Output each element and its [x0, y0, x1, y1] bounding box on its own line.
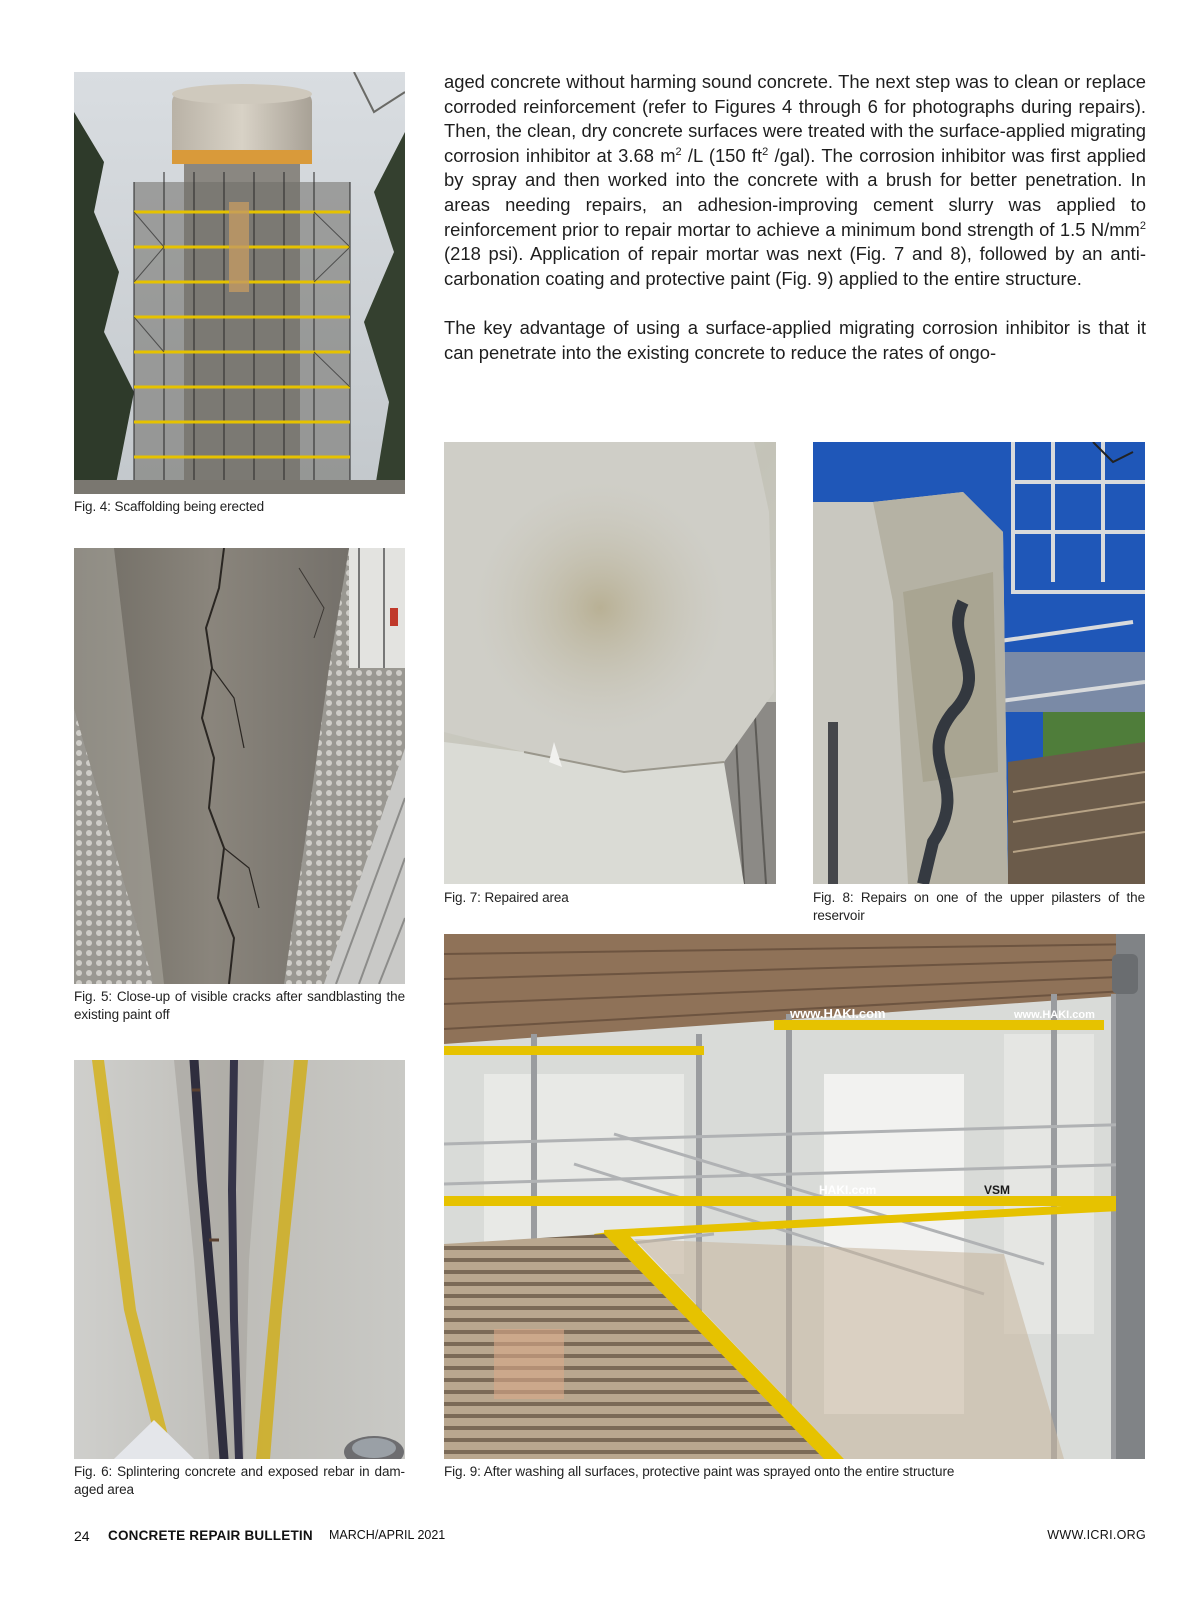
fig8-caption: Fig. 8: Repairs on one of the upper pilasters of the reservoir	[813, 890, 1145, 923]
fig6-caption: Fig. 6: Splintering concrete and exposed rebar in damaged area	[74, 1464, 405, 1497]
fig7-caption: Fig. 7: Repaired area	[444, 890, 569, 905]
website-url: WWW.ICRI.ORG	[1047, 1528, 1146, 1542]
page-number: 24	[74, 1528, 90, 1544]
fig5-caption: Fig. 5: Close-up of visible cracks after sandblasting the existing paint off	[74, 989, 405, 1022]
fig9-caption: Fig. 9: After washing all surfaces, protective paint was sprayed onto the entire structure	[444, 1464, 955, 1479]
fig7-photo	[444, 442, 776, 884]
fig4-caption: Fig. 4: Scaffolding being erected	[74, 499, 265, 514]
fig8-photo	[813, 442, 1145, 884]
vsm-banner: VSM	[984, 1183, 1011, 1197]
issue-date: MARCH/APRIL 2021	[329, 1528, 446, 1542]
paragraph-2: The key advantage of using a surface-applied migrating corrosion inhibitor is that it can penetrate into the existing concrete to reduce the rates of ongo-	[444, 316, 1146, 363]
fig5-photo	[74, 548, 405, 984]
article-body	[444, 70, 1146, 390]
publication-name: CONCRETE REPAIR BULLETIN	[108, 1528, 313, 1543]
paragraph-1: aged concrete without harming sound concrete. The next step was to clean or replace corroded reinforcement (refer to Figures 4 through 6 for photographs during repairs). Then, the clean, dry concrete surfaces were treated with the surface-applied migrating corrosion inhibitor at 3.68 $m^2$ /L (150 $ft^2$ /gal). The corrosion inhibitor was first applied by spray and then worked into the concrete with a brush for better penetration. In areas needing repairs, an adhesion-improving cement slurry was applied to reinforcement prior to repair mortar to achieve a minimum bond strength of 1.5 $N/mm^2$ (218 psi). Application of repair mortar was next (Fig. 7 and 8), followed by an anti-carbonation coating and protective paint (Fig. 9) applied to the entire structure.	[444, 71, 1146, 289]
fig6-photo	[74, 1060, 405, 1459]
haki-banner-2: www.HAKI.com	[1014, 1009, 1095, 1021]
haki-banner-1: www.HAKI.com	[790, 1006, 886, 1021]
haki-banner-3: HAKI.com	[819, 1183, 877, 1197]
fig4-photo	[74, 72, 405, 494]
fig9-photo	[444, 934, 1145, 1459]
